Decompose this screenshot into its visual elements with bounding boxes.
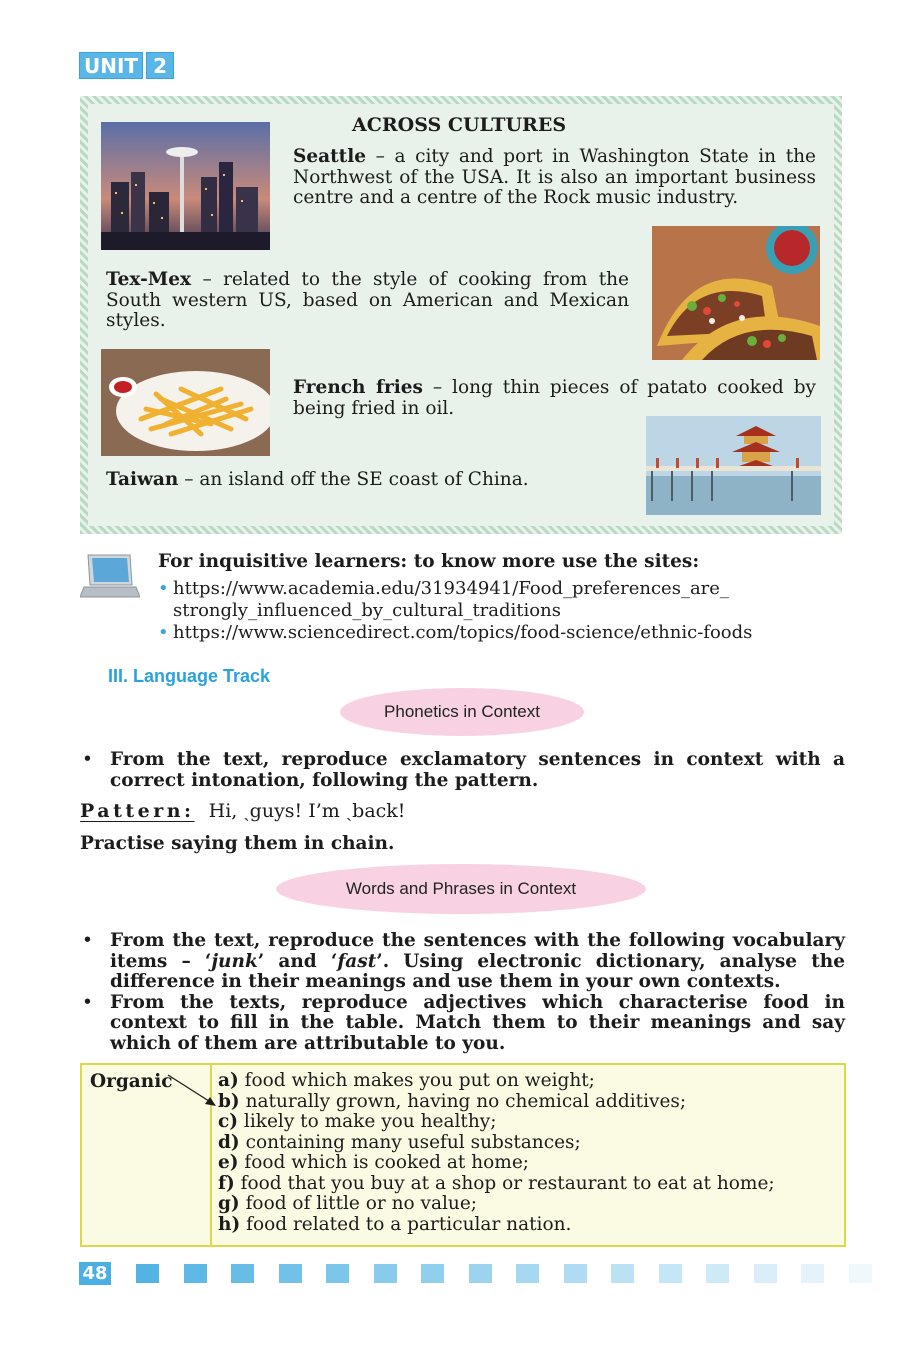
decorative-square: [421, 1264, 444, 1283]
term: Tex-Mex: [106, 269, 192, 290]
page-number: 48: [79, 1262, 111, 1285]
tacos-image: [652, 226, 820, 360]
unit-label: UNIT: [79, 52, 143, 79]
definition-text: – long thin pieces of patato cooked by being fried in oil.: [293, 377, 817, 419]
seattle-definition: [293, 147, 816, 209]
table-term: Organic: [90, 1071, 173, 1092]
taiwan-definition: [106, 470, 606, 491]
decorative-square: [754, 1264, 777, 1283]
pattern-line: [80, 800, 405, 823]
decorative-square: [849, 1264, 872, 1283]
decorative-square: [231, 1264, 254, 1283]
decorative-square: [706, 1264, 729, 1283]
meaning-item: h) food related to a particular nation.: [218, 1213, 572, 1235]
decorative-square: [564, 1264, 587, 1283]
across-cultures-title: ACROSS CULTURES: [352, 114, 567, 136]
vocabulary-task: • From the text, reproduce the sentences with the following vocabulary items – ‘junk’ and ‘fast’. Using electronic dictionary, analyse the difference in their meanings and use them in your own contexts.: [80, 931, 845, 993]
meaning-item: b) naturally grown, having no chemical additives;: [218, 1090, 687, 1112]
unit-number: 2: [146, 52, 174, 79]
words-phrases-pill: [276, 864, 646, 914]
learners-title: For inquisitive learners: to know more use the sites:: [158, 551, 700, 572]
unit-badge: [79, 52, 174, 79]
link-list: [158, 578, 845, 644]
decorative-square: [469, 1264, 492, 1283]
seattle-skyline-image: [101, 122, 270, 250]
definition-text: – an island off the SE coast of China.: [178, 469, 529, 490]
pattern-text: Hi, ˏguys! I’m ˎback!: [208, 800, 406, 822]
meaning-item: c) likely to make you healthy;: [218, 1111, 497, 1132]
words-tasks: [80, 931, 845, 1054]
meaning-item: a) food which makes you put on weight;: [218, 1070, 595, 1091]
taiwan-pagoda-image: [646, 416, 821, 515]
laptop-icon: [80, 551, 140, 601]
link-academia[interactable]: • https://www.academia.edu/31934941/Food_preferences_are_ strongly_influenced_by_cultural_traditions: [158, 578, 845, 622]
match-arrow-icon: [88, 1071, 218, 1111]
decorative-square: [326, 1264, 349, 1283]
term: Seattle: [293, 146, 367, 167]
decorative-square: [801, 1264, 824, 1283]
practise-text: Practise saying them in chain.: [80, 833, 395, 854]
meaning-item: g) food of little or no value;: [218, 1193, 478, 1214]
meanings-list: [218, 1071, 775, 1235]
meaning-item: f) food that you buy at a shop or restaurant to eat at home;: [218, 1172, 775, 1194]
decorative-square: [136, 1264, 159, 1283]
decorative-square: [516, 1264, 539, 1283]
decorative-square: [374, 1264, 397, 1283]
decorative-square: [659, 1264, 682, 1283]
phonetics-pill: [340, 688, 584, 736]
adjectives-task: • From the texts, reproduce adjectives which characterise food in context to fill in the table. Match them to their meanings and say which of them are attributable to you.: [80, 993, 845, 1055]
french-fries-definition: [293, 378, 816, 419]
pattern-label: Pattern:: [80, 800, 195, 822]
term: Taiwan: [106, 469, 179, 490]
definition-text: – a city and port in Washington State in the Northwest of the USA. It is also an important business centre and a centre of the Rock music industry.: [293, 146, 816, 208]
term: French fries: [293, 377, 423, 398]
french-fries-image: [101, 349, 270, 456]
meaning-item: d) containing many useful substances;: [218, 1131, 581, 1153]
link-sciencedirect[interactable]: • https://www.sciencedirect.com/topics/food-science/ethnic-foods: [158, 622, 845, 644]
pill-label: Words and Phrases in Context: [345, 879, 577, 898]
pill-label: Phonetics in Context: [384, 702, 540, 721]
meaning-item: e) food which is cooked at home;: [218, 1152, 530, 1173]
definition-text: – related to the style of cooking from the South western US, based on American and Mexican styles.: [106, 269, 629, 331]
section-heading: III. Language Track: [108, 666, 271, 686]
decorative-square: [611, 1264, 634, 1283]
phonetics-tasks: [80, 750, 845, 791]
phonetics-task: • From the text, reproduce exclamatory sentences in context with a correct intonation, following the pattern.: [80, 750, 845, 791]
tex-mex-definition: [106, 270, 629, 332]
decorative-square: [279, 1264, 302, 1283]
decorative-square: [184, 1264, 207, 1283]
